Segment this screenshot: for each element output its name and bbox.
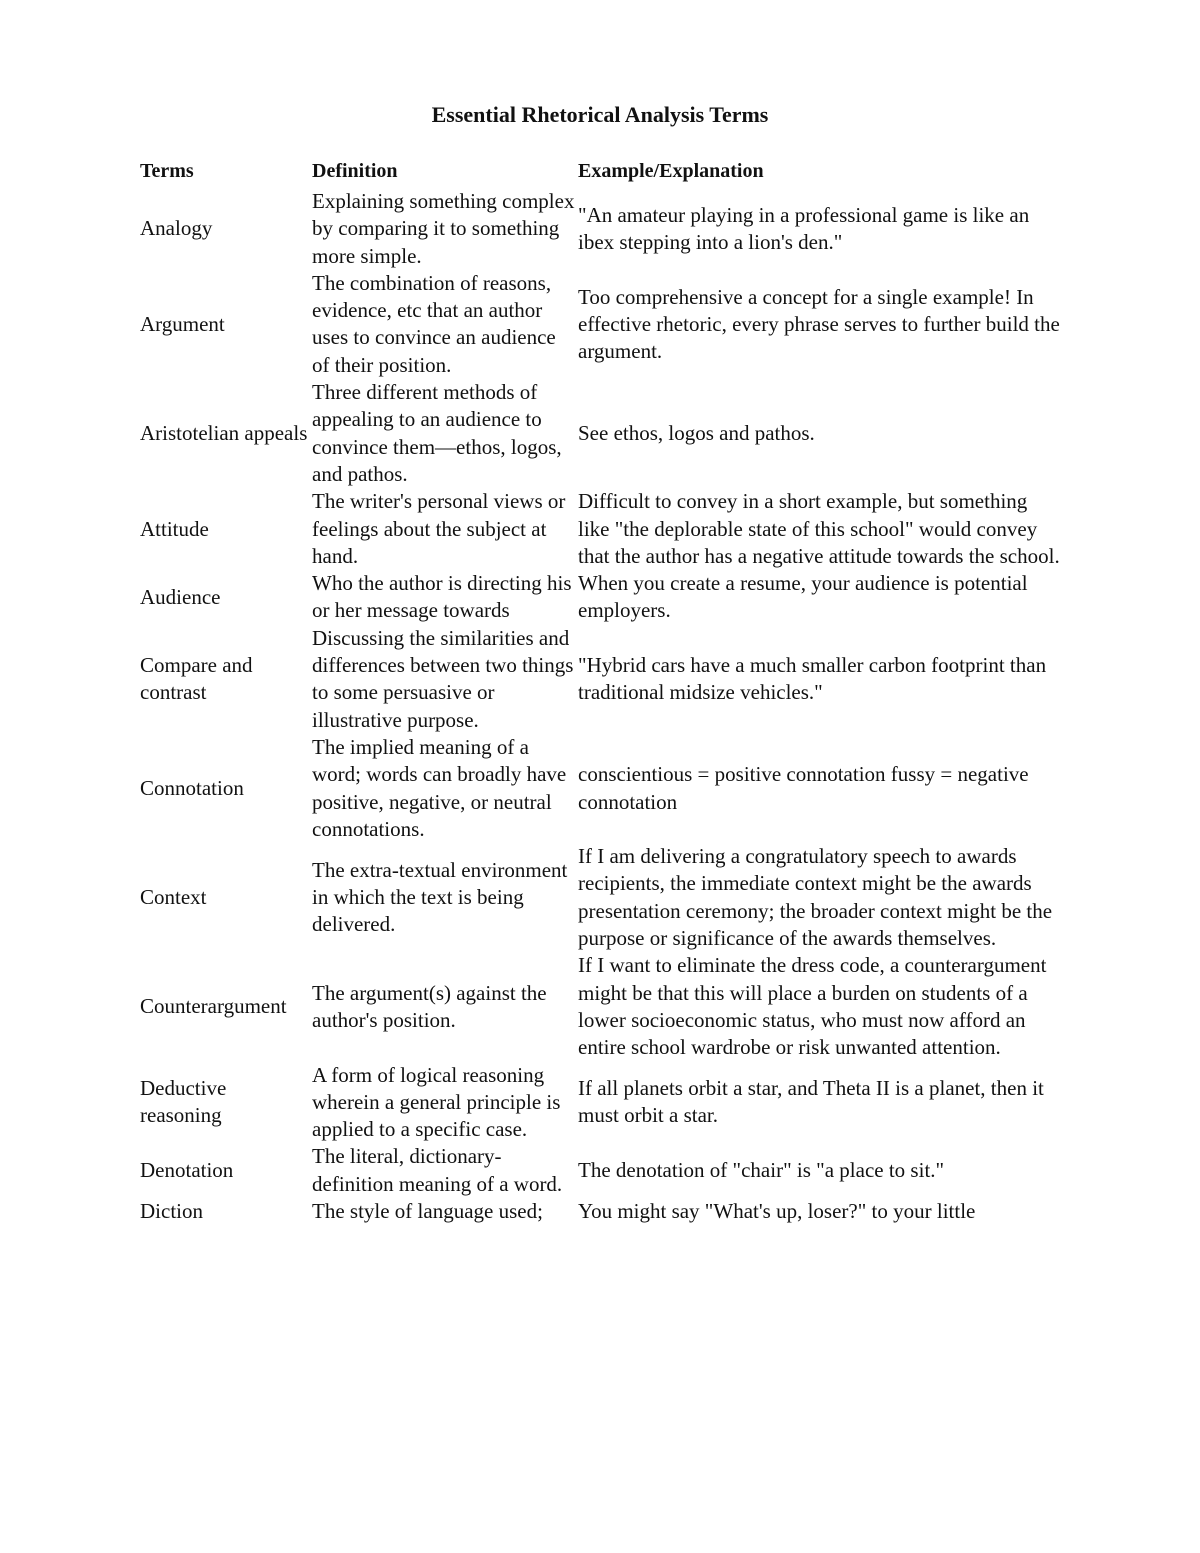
term-cell: Diction (140, 1198, 203, 1223)
header-definition: Definition (312, 160, 398, 183)
example-cell: When you create a resume, your audience is potential employers. (578, 571, 1028, 623)
example-cell: Difficult to convey in a short example, but something like "the deplorable state of this school" would convey that the author has a negative attitude towards the school. (578, 489, 1060, 568)
example-cell: Too comprehensive a concept for a single example! In effective rhetoric, every phrase serves to further build the argument. (578, 284, 1060, 364)
table-row (140, 734, 1060, 843)
example-cell: If all planets orbit a star, and Theta II is a planet, then it must orbit a star. (578, 1076, 1044, 1128)
table-row (140, 1198, 1060, 1225)
example-cell: conscientious = positive connotation fussy = negative connotation (578, 762, 1029, 814)
term-cell: Compare and contrast (140, 653, 253, 705)
terms-table (140, 157, 1060, 1225)
example-cell: "An amateur playing in a professional game is like an ibex stepping into a lion's den." (578, 202, 1030, 254)
term-cell: Context (140, 885, 207, 910)
definition-cell: A form of logical reasoning wherein a general principle is applied to a specific case. (312, 1062, 561, 1142)
term-cell: Counterargument (140, 994, 287, 1019)
example-cell: If I want to eliminate the dress code, a counterargument might be that this will place a burden on students of a lower socioeconomic status, who must now afford an entire school wardrobe or risk unwanted attention. (578, 953, 1047, 1060)
table-row (140, 625, 1060, 734)
definition-cell: Discussing the similarities and differences between two things to some persuasive or illustrative purpose. (312, 625, 574, 732)
table-row (140, 1143, 1060, 1198)
header-example: Example/Explanation (578, 160, 764, 183)
table-row (140, 188, 1060, 270)
example-cell: See ethos, logos and pathos. (578, 421, 815, 446)
page-title: Essential Rhetorical Analysis Terms (431, 102, 769, 127)
definition-cell: The literal, dictionary-definition meaning of a word. (312, 1144, 563, 1196)
table-row (140, 1062, 1060, 1144)
definition-cell: The style of language used; (312, 1198, 543, 1223)
definition-cell: The writer's personal views or feelings about the subject at hand. (312, 489, 566, 568)
definition-cell: Who the author is directing his or her message towards (312, 571, 572, 623)
term-cell: Attitude (140, 516, 209, 541)
definition-cell: The combination of reasons, evidence, etc that an author uses to convince an audience of their position. (312, 270, 556, 377)
table-row (140, 570, 1060, 625)
definition-cell: The implied meaning of a word; words can broadly have positive, negative, or neutral connotations. (312, 734, 567, 841)
definition-cell: Explaining something complex by comparing it to something more simple. (312, 189, 575, 268)
term-cell: Connotation (140, 775, 244, 800)
example-cell: If I am delivering a congratulatory speech to awards recipients, the immediate context might be the awards presentation ceremony; the broader context might be the purpose or significance of the awards themselves. (578, 844, 1053, 951)
term-cell: Aristotelian appeals (140, 421, 308, 446)
definition-cell: Three different methods of appealing to an audience to convince them—ethos, logos, and pathos. (312, 380, 562, 486)
term-cell: Deductive reasoning (140, 1076, 227, 1128)
example-cell: You might say "What's up, loser?" to your little (578, 1198, 976, 1223)
table-row (140, 488, 1060, 570)
term-cell: Denotation (140, 1158, 234, 1183)
table-row (140, 379, 1060, 488)
example-cell: The denotation of "chair" is "a place to sit." (578, 1158, 945, 1183)
header-terms: Terms (140, 160, 194, 183)
example-cell: "Hybrid cars have a much smaller carbon footprint than traditional midsize vehicles." (578, 653, 1047, 705)
table-row (140, 270, 1060, 379)
term-cell: Analogy (140, 216, 213, 241)
table-row (140, 843, 1060, 952)
table-row (140, 952, 1060, 1061)
term-cell: Argument (140, 311, 225, 336)
definition-cell: The extra-textual environment in which the text is being delivered. (312, 857, 568, 937)
table-header-row (140, 157, 1060, 188)
term-cell: Audience (140, 584, 221, 609)
definition-cell: The argument(s) against the author's position. (312, 980, 547, 1032)
